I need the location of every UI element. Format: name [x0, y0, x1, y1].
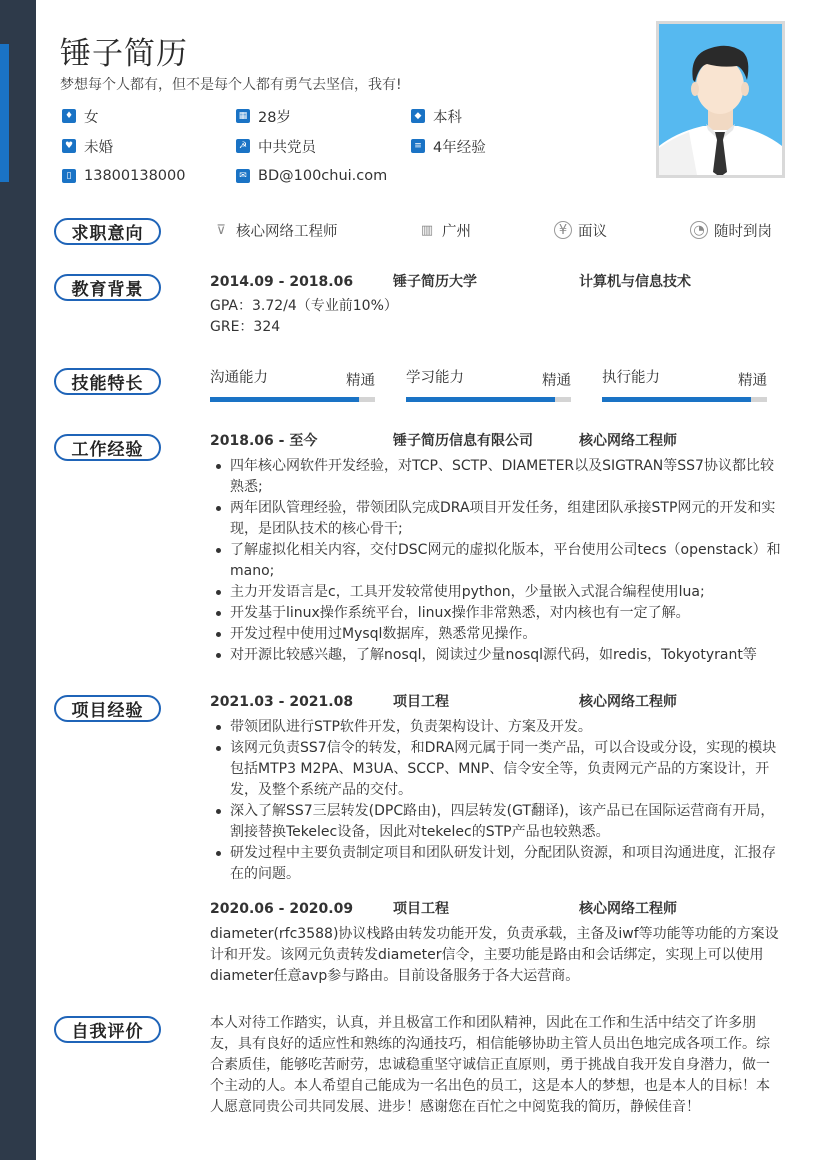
education-gre: GRE：324: [210, 319, 281, 335]
list-item: 开发基于linux操作系统平台，linux操作非常熟悉，对内核也有一定了解。: [210, 603, 782, 624]
intent-position: [212, 219, 338, 241]
list-item: 该网元负责SS7信令的转发，和DRA网元属于同一类产品，可以合设或分设，实现的模块包括MTP3 M2PA、M3UA、SCCP、MNP、信令安全等，负责网元产品的方案设计，开发，及整个系统产品的交付。: [210, 738, 782, 801]
skill-bar: [406, 397, 571, 402]
list-item: 开发过程中使用过Mysql数据库，熟悉常见操作。: [210, 624, 782, 645]
info-marital: [62, 136, 113, 156]
info-degree: [411, 106, 462, 126]
politics-text: 中共党员: [258, 139, 316, 156]
heart-icon: ♥: [62, 139, 76, 153]
project-period: 2020.06 - 2020.09: [210, 901, 354, 917]
section-education-heading: 教育背景: [54, 274, 161, 301]
intent-city-text: 广州: [442, 223, 471, 240]
degree-text: 本科: [433, 109, 462, 126]
section-work-heading: 工作经验: [54, 434, 161, 461]
work-list: [210, 456, 782, 666]
tie-icon: ⊽: [216, 222, 226, 238]
document-icon: ≡: [411, 139, 425, 153]
experience-text: 4年经验: [433, 139, 486, 156]
age-text: 28岁: [258, 109, 291, 126]
info-age: [236, 106, 291, 126]
info-email: [236, 166, 387, 186]
skill-bar-fill: [406, 397, 555, 402]
work-period: 2018.06 - 至今: [210, 433, 318, 449]
work-company: 锤子简历信息有限公司: [393, 433, 533, 449]
project-name: 项目工程: [393, 694, 449, 710]
sidebar-accent: [0, 44, 9, 182]
intent-salary: [554, 219, 607, 241]
info-phone: [62, 166, 185, 186]
project-name: 项目工程: [393, 901, 449, 917]
yen-icon: ¥: [554, 221, 572, 239]
project-list: [210, 717, 782, 885]
work-title: 核心网络工程师: [579, 433, 677, 449]
skill-bar: [602, 397, 767, 402]
education-period: 2014.09 - 2018.06: [210, 274, 354, 290]
skill-item: [210, 366, 375, 402]
skill-level: 精通: [738, 373, 767, 389]
building-icon: ▥: [420, 222, 434, 238]
list-item: 研发过程中主要负责制定项目和团队研发计划，分配团队资源，和项目沟通进度，汇报存在的问题。: [210, 843, 782, 885]
project-description: diameter(rfc3588)协议栈路由转发功能开发，负责承载，主备及iwf等功能等功能的方案设计和开发。该网元负责转发diameter信令，主要功能是路由和会话绑定，实现上可以使用diameter任意avp参与路由。目前设备服务于各大运营商。: [210, 926, 779, 984]
avatar-photo: [656, 21, 785, 178]
intent-availability: [690, 219, 772, 241]
phone-icon: ▯: [62, 169, 76, 183]
calendar-icon: ▦: [236, 109, 250, 123]
education-gpa: GPA：3.72/4（专业前10%）: [210, 298, 398, 314]
intent-position-text: 核心网络工程师: [236, 223, 338, 240]
skill-level: 精通: [346, 373, 375, 389]
list-item: 带领团队进行STP软件开发，负责架构设计、方案及开发。: [210, 717, 782, 738]
section-self-heading: 自我评价: [54, 1016, 161, 1043]
skill-bar-fill: [210, 397, 359, 402]
section-intent-heading: 求职意向: [54, 218, 161, 245]
email-icon: ✉: [236, 169, 250, 183]
resume-name: 锤子简历: [60, 36, 188, 72]
skill-bar: [210, 397, 375, 402]
section-projects-heading: 项目经验: [54, 695, 161, 722]
clock-icon: ◔: [690, 221, 708, 239]
project-role: 核心网络工程师: [579, 694, 677, 710]
skill-name: 沟通能力: [210, 370, 268, 386]
project-role: 核心网络工程师: [579, 901, 677, 917]
skill-bar-fill: [602, 397, 751, 402]
intent-salary-text: 面议: [578, 223, 607, 240]
list-item: 两年团队管理经验，带领团队完成DRA项目开发任务，组建团队承接STP网元的开发和实现，是团队技术的核心骨干;: [210, 498, 782, 540]
list-item: 了解虚拟化相关内容，交付DSC网元的虚拟化版本，平台使用公司tecs（openstack）和mano;: [210, 540, 782, 582]
info-experience: [411, 136, 486, 156]
intent-city: [418, 219, 471, 241]
phone-text: 13800138000: [84, 168, 186, 184]
list-item: 主力开发语言是c，工具开发较常使用python，少量嵌入式混合编程使用lua;: [210, 582, 782, 603]
graduation-icon: ◆: [411, 109, 425, 123]
motto: 梦想每个人都有，但不是每个人都有勇气去坚信，我有!: [60, 77, 402, 93]
email-text: BD@100chui.com: [258, 168, 388, 184]
education-school: 锤子简历大学: [393, 274, 477, 290]
skill-item: [602, 366, 767, 402]
list-item: 四年核心网软件开发经验，对TCP、SCTP、DIAMETER以及SIGTRAN等SS7协议都比较熟悉;: [210, 456, 782, 498]
project-period: 2021.03 - 2021.08: [210, 694, 354, 710]
skill-item: [406, 366, 571, 402]
list-item: 深入了解SS7三层转发(DPC路由)，四层转发(GT翻译)，该产品已在国际运营商有开局，割接替换Tekelec设备，因此对tekelec的STP产品也较熟悉。: [210, 801, 782, 843]
skill-level: 精通: [542, 373, 571, 389]
gender-icon: ♦: [62, 109, 76, 123]
skill-name: 执行能力: [602, 370, 660, 386]
list-item: 对开源比较感兴趣，了解nosql，阅读过少量nosql源代码，如redis，Tokyotyrant等: [210, 645, 782, 666]
education-major: 计算机与信息技术: [579, 274, 691, 290]
skill-name: 学习能力: [406, 370, 464, 386]
avatar-illustration: [659, 24, 782, 175]
party-icon: ☭: [236, 139, 250, 153]
intent-availability-text: 随时到岗: [714, 223, 772, 240]
marital-text: 未婚: [84, 139, 113, 156]
gender-text: 女: [84, 109, 99, 126]
info-politics: [236, 136, 316, 156]
section-skills-heading: 技能特长: [54, 368, 161, 395]
info-gender: [62, 106, 99, 126]
self-evaluation: 本人对待工作踏实，认真，并且极富工作和团队精神，因此在工作和生活中结交了许多朋友，具有良好的适应性和熟练的沟通技巧，相信能够协助主管人员出色地完成各项工作。综合素质佳，能够吃苦耐劳，忠诚稳重坚守诚信正直原则，勇于挑战自我开发自身潜力，做一个主动的人。本人希望自己能成为一名出色的员工，这是本人的梦想，也是本人的目标！本人愿意同贵公司共同发展、进步！感谢您在百忙之中阅览我的简历，静候佳音！: [210, 1015, 770, 1115]
